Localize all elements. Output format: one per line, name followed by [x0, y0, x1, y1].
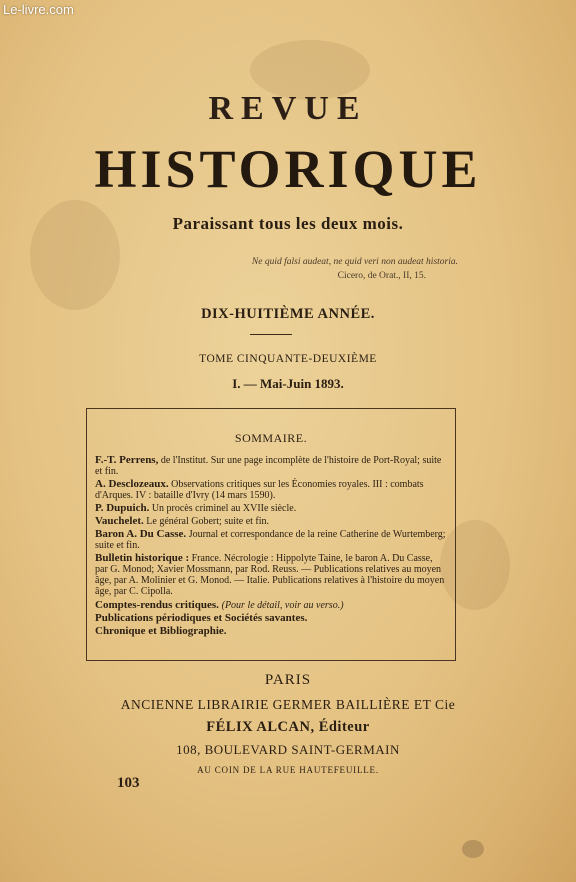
- toc-comptes-label: Comptes-rendus critiques.: [95, 599, 219, 611]
- journal-title-main: HISTORIQUE: [94, 139, 482, 199]
- publisher-city: PARIS: [264, 672, 312, 688]
- issue-label: I. — Mai-Juin 1893.: [232, 376, 344, 391]
- toc-comptes: [95, 599, 447, 612]
- toc-entry: [95, 529, 447, 551]
- toc-entry: [95, 455, 447, 477]
- toc-author: A. Desclozeaux.: [95, 478, 169, 490]
- toc-text: Observations critiques sur les Économies royales. III : combats d'Arques. IV : bataille d'Ivry (14 mars 1590).: [95, 479, 424, 501]
- toc-chronique: Chronique et Bibliographie.: [95, 625, 227, 637]
- journal-subtitle: Paraissant tous les deux mois.: [172, 214, 404, 233]
- toc-entry: [95, 479, 447, 501]
- toc-author: P. Dupuich.: [95, 502, 150, 514]
- toc-entry: [95, 553, 447, 597]
- table-of-contents: [86, 408, 456, 661]
- publisher-editor: FÉLIX ALCAN, Éditeur: [206, 719, 370, 735]
- toc-author: F.-T. Perrens,: [95, 454, 159, 466]
- toc-text: France. Nécrologie : Hippolyte Taine, le baron A. Du Casse, par G. Monod; Xavier Mossmann, par Rod. Reuss. — Publications relatives au moyen âge, par A. Molinier et G. Monod. — Italie. Publications relatives à l'histoire du moyen âge, par C. Cipolla.: [95, 553, 445, 597]
- divider: [250, 334, 292, 335]
- publisher-corner: AU COIN DE LA RUE HAUTEFEUILLE.: [197, 765, 379, 775]
- toc-title: SOMMAIRE.: [234, 431, 308, 445]
- toc-publications: Publications périodiques et Sociétés savantes.: [95, 612, 308, 624]
- toc-text: Journal et correspondance de la reine Catherine de Wurtemberg; suite et fin.: [95, 529, 446, 551]
- toc-text: Un procès criminel au XVIIe siècle.: [151, 503, 297, 514]
- toc-entry: [95, 503, 447, 514]
- toc-author: Bulletin historique :: [95, 552, 190, 564]
- tome-label: TOME CINQUANTE-DEUXIÈME: [199, 353, 377, 365]
- year-label: DIX-HUITIÈME ANNÉE.: [201, 306, 375, 322]
- toc-entry: [95, 516, 447, 527]
- binding-hole: [462, 840, 484, 858]
- publisher-address: 108, BOULEVARD SAINT-GERMAIN: [176, 742, 400, 757]
- journal-title-top: REVUE: [208, 90, 368, 127]
- toc-text: Le général Gobert; suite et fin.: [146, 516, 270, 527]
- epigraph: Ne quid falsi audeat, ne quid veri non audeat historia.: [251, 257, 458, 267]
- toc-author: Baron A. Du Casse.: [95, 528, 187, 540]
- toc-comptes-note: (Pour le détail, voir au verso.): [221, 600, 344, 611]
- epigraph-citation: Cicero, de Orat., II, 15.: [337, 271, 426, 281]
- toc-author: Vauchelet.: [95, 515, 144, 527]
- toc-text: de l'Institut. Sur une page incomplète de l'histoire de Port-Royal; suite et fin.: [95, 455, 442, 477]
- watermark: Le-livre.com: [3, 2, 74, 17]
- issue-number: 103: [117, 775, 140, 791]
- publisher-name: ANCIENNE LIBRAIRIE GERMER BAILLIÈRE ET Cie: [120, 697, 456, 712]
